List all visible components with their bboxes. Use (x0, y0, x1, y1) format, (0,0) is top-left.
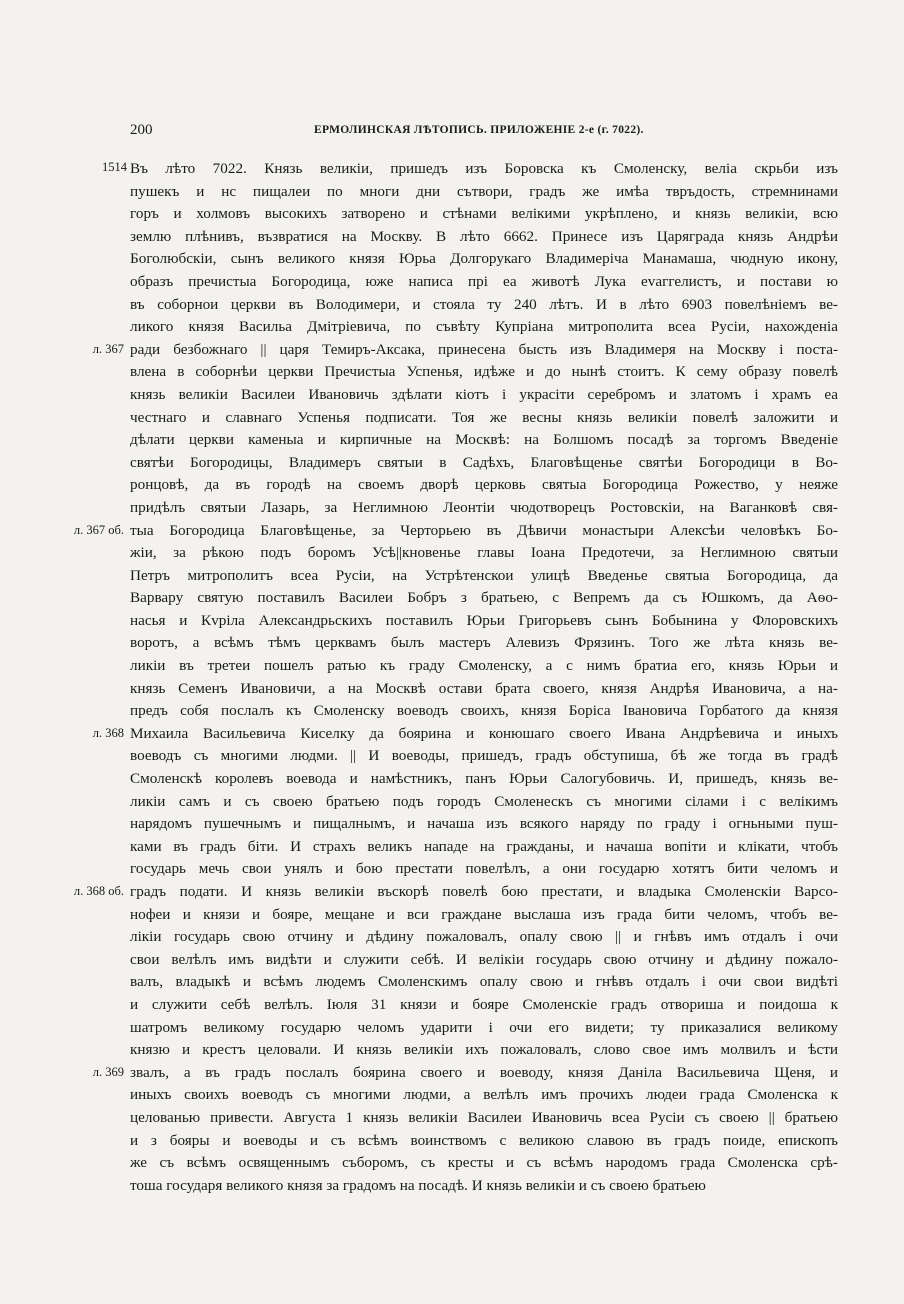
text-line: жіи, за рѣкою подъ боромъ Усѣ||кновенье главы Іоана Предотечи, за Неглимною святыи (130, 544, 838, 562)
text-line: святѣи Богородицы, Владимеръ святыи в Садѣхъ, Благовѣщенье святѣи Богородици в Во- (130, 453, 838, 471)
text-line: Смоленскѣ королевъ воевода и намѣстникъ, панъ Юрьи Салогубовичь. И, пришедъ, князь ве- (130, 770, 838, 788)
text-line: въ соборнои церкви въ Володимери, и стояла ту 240 лѣтъ. И в лѣто 6903 повелѣніемъ ве- (130, 295, 838, 313)
page-number: 200 (130, 122, 153, 138)
text-line: Варвару святую поставилъ Василеи Бобръ з братьею, с Вепремъ да съ Юшкомъ, да Аѳо- (130, 589, 838, 607)
text-line: валъ, владыкѣ и всѣмъ людемъ Смоленскимъ опалу свою и гнѣвъ отдалъ і очи свои видѣті (130, 973, 838, 991)
text-line: градъ подати. И князь великіи въскорѣ повелѣ бою престати, и владыка Смоленскіи Варсо- (130, 883, 838, 900)
text-line: придѣлъ святыи Лазарь, за Неглимною Леонтіи чюдотворецъ Ростовскіи, на Ваганковѣ свя- (130, 498, 838, 516)
text-line: свои велѣлъ имъ видѣти и служити себѣ. И велікіи государь свою отчину и дѣдину пожало- (130, 950, 838, 968)
text-line: честнаго и славнаго Успенья подписати. Тоя же весны князь великіи повелѣ заложити и (130, 408, 838, 426)
text-line: горъ и холмовъ высокихъ затворено и стѣнами велікими укрѣплено, и князь великіи, всю (130, 205, 838, 223)
text-line: ликого князя Васильа Дмітріевича, по съвѣту Купріана митрополита всеа Русіи, нахожденіа (130, 318, 838, 336)
text-line: тоша государя великого князя за градомъ на посадѣ. И князь великіи и съ своею братьею (130, 1176, 706, 1194)
running-title: ЕРМОЛИНСКАЯ ЛѢТОПИСЬ. ПРИЛОЖЕНІЕ 2-е (г. 7022). (314, 124, 644, 136)
text-line: шатромъ великому государю челомъ ударити і очи его видети; ту приказалися великому (130, 1018, 838, 1036)
text-line: ликіи самъ и съ своею братьею подъ городъ Смоленескъ съ многими сілами і с велікимъ (130, 792, 838, 810)
text-line: Боголюбскіи, сынъ великого князя Юрьа Долгорукаго Владимеріча Манамаша, чюдную икону, (130, 250, 838, 268)
folio-margin-note: л. 368 об. (73, 884, 124, 899)
text-line: пушекъ и нс пищалеи по многи дни сътвори, градъ же имѣа твръдость, стремнинами (130, 182, 838, 200)
text-line: Въ лѣто 7022. Князь великіи, пришедъ изъ Боровска къ Смоленску, веліа скрьби изъ (130, 160, 838, 177)
text-line: воеводъ съ многими людми. || И воеводы, пришедъ, градъ обступиша, бѣ же тогда въ градѣ (130, 747, 838, 765)
text-line: предъ собя послалъ къ Смоленску воеводъ своихъ, князя Боріса Івановича Горбатого да князя (130, 702, 838, 720)
text-line: ликіи въ третеи пошелъ ратью къ граду Смоленску, а с нимъ братиа его, князь Юрьи и (130, 657, 838, 675)
text-line: Михаила Васильевича Киселку да боярина и конюшаго своего Ивана Андрѣевича и иныхъ (130, 724, 838, 742)
text-line: и служити себѣ велѣлъ. Іюля 31 князи и бояре Смоленскіе градъ отвориша и поидоша к (130, 995, 838, 1013)
text-line: ронцовѣ, да въ городѣ на своемъ дворѣ церковь святыа Богородица Рожество, у неяже (130, 476, 838, 494)
text-line: дѣлати церкви каменыа и кирпичные на Москвѣ: на Болшомъ посадѣ за торгомъ Введеніе (130, 431, 838, 449)
folio-margin-note: л. 368 (92, 726, 124, 740)
text-line: нарядомъ пушечнымъ и пищалнымъ, и начаша изъ всякого наряду по граду і огньными пуш- (130, 815, 838, 833)
text-line: образъ пречистыа Богородица, юже написа прі еа животѣ Лука еvаггелистъ, и постави ю (130, 272, 838, 290)
page-header (130, 122, 770, 142)
text-line: целованью привести. Августа 1 князь великіи Василеи Ивановичь всеа Русіи съ своею || братьею (130, 1108, 838, 1126)
folio-margin-note: л. 369 (92, 1065, 124, 1079)
body-text (130, 158, 838, 1197)
year-margin-note: 1514 (102, 160, 127, 174)
text-line: Петръ митрополитъ всеа Русіи, на Устрѣтенскои улицѣ Введенье святыа Богородица, да (130, 566, 838, 584)
text-line: иныхъ своихъ воеводъ съ многими людми, а велѣлъ имъ прочихъ людеи града Смоленска к (130, 1086, 838, 1104)
text-line: нофеи и князи и бояре, мещане и вси граждане выслаша изъ града бити челомъ, чтобъ ве- (130, 905, 838, 923)
text-line: государь мечь свои унялъ и бою престати повелѣлъ, а они государю хотятъ бити челомъ и (130, 860, 838, 878)
folio-margin-note: л. 367 (92, 341, 124, 356)
text-line: влена в соборнѣи церкви Пречистыа Успенья, идѣже и до нынѣ стоитъ. К сему образу повелѣ (130, 363, 838, 381)
text-line: ками въ градъ біти. И страхъ великъ нападе на гражданы, и начаша вопіти и клікати, чтобъ (130, 837, 838, 855)
text-line: лікіи государь свою отчину и дѣдину пожаловалъ, опалу свою || и гнѣвъ имъ отдалъ і очи (130, 928, 838, 946)
text-line: князь Семенъ Ивановичи, а на Москвѣ остави брата своего, князя Андрѣя Ивановича, а на- (130, 679, 838, 697)
text-line: насья и Кvріла Александрьскихъ поставилъ Юрьи Григорьевъ сынъ Бобынина у Флоровскихъ (130, 611, 838, 629)
text-line: и з бояры и воеводы и съ всѣмъ воинствомъ с великою славою въ градъ поиде, епископъ (130, 1131, 838, 1149)
folio-margin-note: л. 367 об. (73, 522, 124, 537)
text-line: же съ всѣмъ освященнымъ съборомъ, съ кресты и съ всѣмъ народомъ града Смоленска срѣ- (130, 1154, 838, 1172)
text-line: землю плѣнивъ, възвратися на Москву. В лѣто 6662. Принесе изъ Царяграда князь Андрѣи (130, 227, 838, 245)
text-line: тыа Богородица Благовѣщенье, за Черторьею въ Дѣвичи монастыри Алексѣи человѣкъ Бо- (130, 521, 838, 539)
text-line: ради безбожнаго || царя Темиръ-Аксака, принесена бысть изъ Владимеря на Москву і поста- (130, 340, 838, 358)
text-line: князь великіи Василеи Ивановичь здѣлати кіотъ і украсіти серебромъ и златомъ і храмъ еа (130, 385, 838, 403)
text-line: звалъ, а въ градъ послалъ боярина своего и воеводу, князя Даніла Васильевича Щеня, и (130, 1063, 838, 1081)
text-line: князю и крестъ целовали. И князь великіи ихъ пожаловалъ, слово свое имъ молвилъ и ѣсти (130, 1041, 838, 1059)
text-line: воротъ, а всѣмъ тѣмъ церквамъ былъ мастеръ Алевизъ Фрязинъ. Того же лѣта князь ве- (130, 634, 838, 652)
